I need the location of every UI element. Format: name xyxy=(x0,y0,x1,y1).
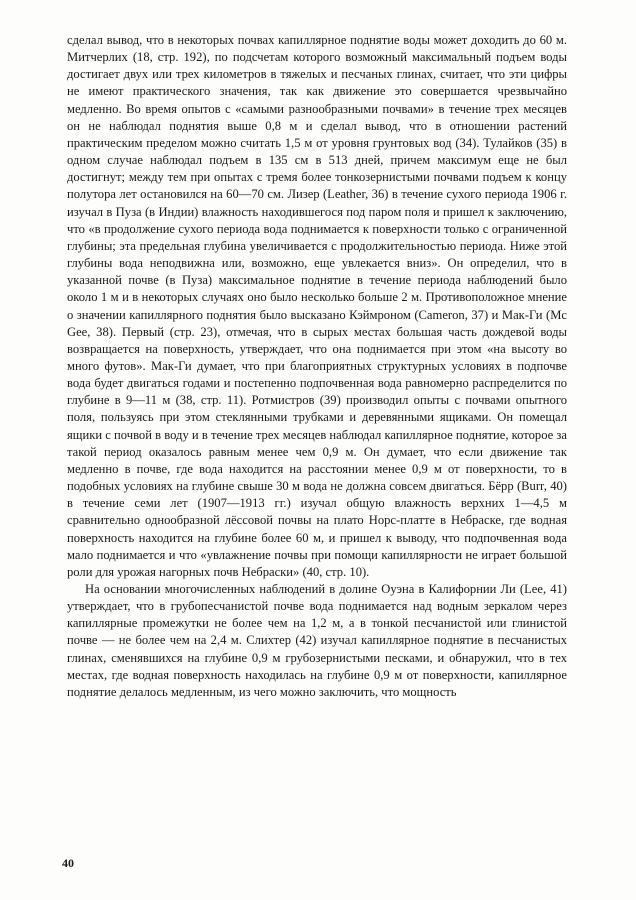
page-number: 40 xyxy=(62,856,74,870)
body-text xyxy=(67,32,567,701)
paragraph-1: сделал вывод, что в некоторых почвах капиллярное поднятие воды может доходить до 60 м. Митчерлих (18, стр. 192), по подсчетам которого возможный максимальный подъем воды достигает двух или трех километров в тяжелых и песчаных глинах, считает, что эти цифры не имеют практического значения, так как движение это совершается чрезвычайно медленно. Во время опытов с «самыми разнообразными почвами» в течение трех месяцев он не наблюдал поднятия выше 0,8 м и сделал вывод, что в отношении растений практическим пределом можно считать 1,5 м от уровня грунтовых вод (34). Тулайков (35) в одном случае наблюдал подъем в 135 см в 513 дней, причем максимум еще не был достигнут; между тем при опытах с тремя более тонкозернистыми почвами подъем к концу полутора лет остановился на 60—70 см. Лизер (Leather, 36) в течение сухого периода 1906 г. изучал в Пуза (в Индии) влажность находившегося под паром поля и пришел к заключению, что «в продолжение сухого периода вода поднимается к поверхности только с ограниченной глубины; эта предельная глубина увеличивается с продолжительностью периода. Ниже этой глубины вода неподвижна или, возможно, еще увлекается вниз». Он определил, что в указанной почве (в Пуза) максимальное поднятие в течение периода наблюдений было около 1 м и в некоторых случаях оно было несколько больше 2 м. Противоположное мнение о значении капиллярного поднятия было высказано Кэймроном (Cameron, 37) и Мак-Ги (Mc Gee, 38). Первый (стр. 23), отмечая, что в сырых местах большая часть дождевой воды возвращается на поверхность, утверждает, что она поднимается при этом «на высоту во много футов». Мак-Ги думает, что при благоприятных структурных условиях в подпочве вода будет двигаться годами и постепенно подпочвенная вода равномерно распределится по глубине в 9—11 м (38, стр. 11). Ротмистров (39) производил опыты с почвами опытного поля, пользуясь при этом стеклянными трубками и деревянными ящиками. Он помещал ящики с почвой в воду и в течение трех месяцев наблюдал капиллярное поднятие, которое за такой период оказалось равным менее чем 0,9 м. Он думает, что если движение так медленно в почве, где вода находится на расстоянии менее 0,9 м от поверхности, то в подобных условиях на глубине свыше 30 м вода не должна совсем двигаться. Бёрр (Burr, 40) в течение семи лет (1907—1913 гг.) изучал общую влажность верхних 1—4,5 м сравнительно однообразной лёссовой почвы на плато Норс-платте в Небраске, где водная поверхность находится на глубине более 60 м, и пришел к выводу, что подпочвенная вода мало поднимается и что «увлажнение почвы при помощи капиллярности не играет большой роли для урожая нагорных почв Небраски» (40, стр. 10). xyxy=(67,33,567,579)
paragraph-2: На основании многочисленных наблюдений в долине Оуэна в Калифорнии Ли (Lee, 41) утверждает, что в грубопесчанистой почве вода поднимается над водным зеркалом через капиллярные промежутки не более чем на 1,2 м, а в тонкой песчанистой или глинистой почве — не более чем на 2,4 м. Слихтер (42) изучал капиллярное поднятие в песчанистых глинах, сменявшихся на глубине 0,9 м грубозернистыми песками, и обнаружил, что в тех местах, где водная поверхность находилась на глубине 0,9 м от поверхности, капиллярное поднятие делалось медленным, из чего можно заключить, что мощность xyxy=(67,582,567,699)
